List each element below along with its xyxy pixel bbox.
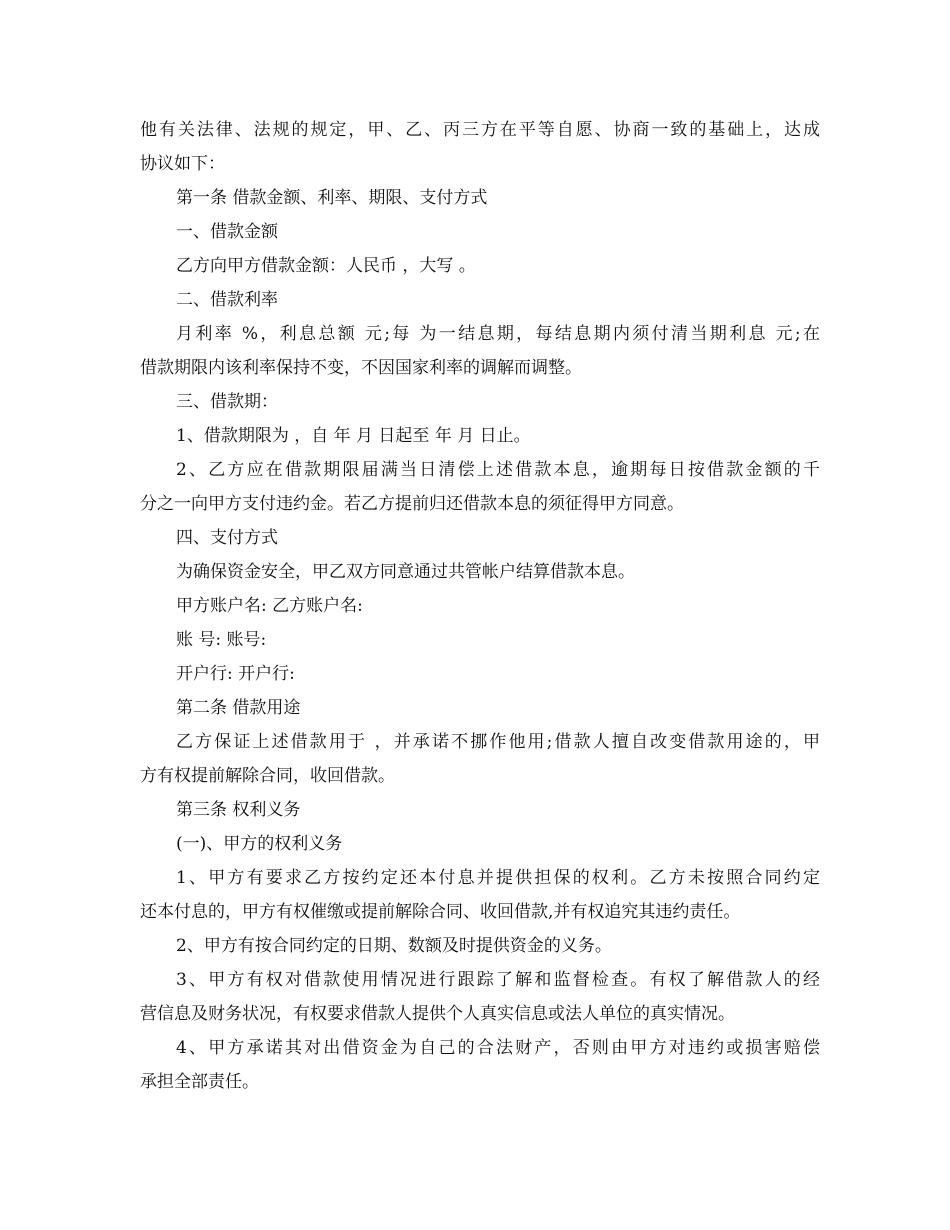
paragraph-line: 他有关法律、法规的规定，甲、乙、丙三方在平等自愿、协商一致的基础上，达成	[140, 120, 820, 140]
paragraph-line: 4、甲方承诺其对出借资金为自己的合法财产，否则由甲方对违约或损害赔偿	[176, 1038, 820, 1058]
article-heading: 第一条 借款金额、利率、期限、支付方式	[176, 188, 488, 208]
paragraph-line: 营信息及财务状况，有权要求借款人提供个人真实信息或法人单位的真实情况。	[140, 1004, 735, 1024]
paragraph-line: 月利率 %，利息总额 元;每 为一结息期，每结息期内须付清当期利息 元;在	[176, 324, 820, 344]
paragraph-line: 协议如下：	[140, 154, 225, 174]
section-heading: 二、借款利率	[176, 290, 278, 310]
paragraph-line: 3、甲方有权对借款使用情况进行跟踪了解和监督检查。有权了解借款人的经	[176, 970, 820, 990]
paragraph-line: 承担全部责任。	[140, 1072, 259, 1092]
paragraph-line: 乙方保证上述借款用于 ，并承诺不挪作他用;借款人擅自改变借款用途的，甲	[176, 732, 820, 752]
section-heading: 一、借款金额	[176, 222, 278, 242]
paragraph-line: 乙方向甲方借款金额：人民币 ，大写 。	[176, 256, 476, 276]
paragraph-line: 2、乙方应在借款期限届满当日清偿上述借款本息，逾期每日按借款金额的千	[176, 460, 820, 480]
bank-line: 开户行: 开户行:	[176, 664, 295, 684]
section-heading: 四、支付方式	[176, 528, 278, 548]
paragraph-line: 分之一向甲方支付违约金。若乙方提前归还借款本息的须征得甲方同意。	[140, 494, 684, 514]
paragraph-line: 1、甲方有要求乙方按约定还本付息并提供担保的权利。乙方未按照合同约定	[176, 868, 820, 888]
document-page	[140, 113, 820, 1099]
paragraph-line: 为确保资金安全，甲乙双方同意通过共管帐户结算借款本息。	[176, 562, 635, 582]
account-number-line: 账 号: 账号:	[176, 630, 267, 650]
section-heading: 三、借款期：	[176, 392, 278, 412]
article-heading: 第三条 权利义务	[176, 800, 301, 820]
paragraph-line: 1、借款期限为 ，自 年 月 日起至 年 月 日止。	[176, 426, 531, 446]
paragraph-line: 借款期限内该利率保持不变，不因国家利率的调解而调整。	[140, 358, 582, 378]
paragraph-line: 方有权提前解除合同，收回借款。	[140, 766, 395, 786]
account-name-line: 甲方账户名: 乙方账户名:	[176, 596, 363, 616]
article-heading: 第二条 借款用途	[176, 698, 301, 718]
paragraph-line: 还本付息的，甲方有权催缴或提前解除合同、收回借款,并有权追究其违约责任。	[140, 902, 741, 922]
section-heading: (一)、甲方的权利义务	[176, 834, 343, 854]
paragraph-line: 2、甲方有按合同约定的日期、数额及时提供资金的义务。	[176, 936, 612, 956]
